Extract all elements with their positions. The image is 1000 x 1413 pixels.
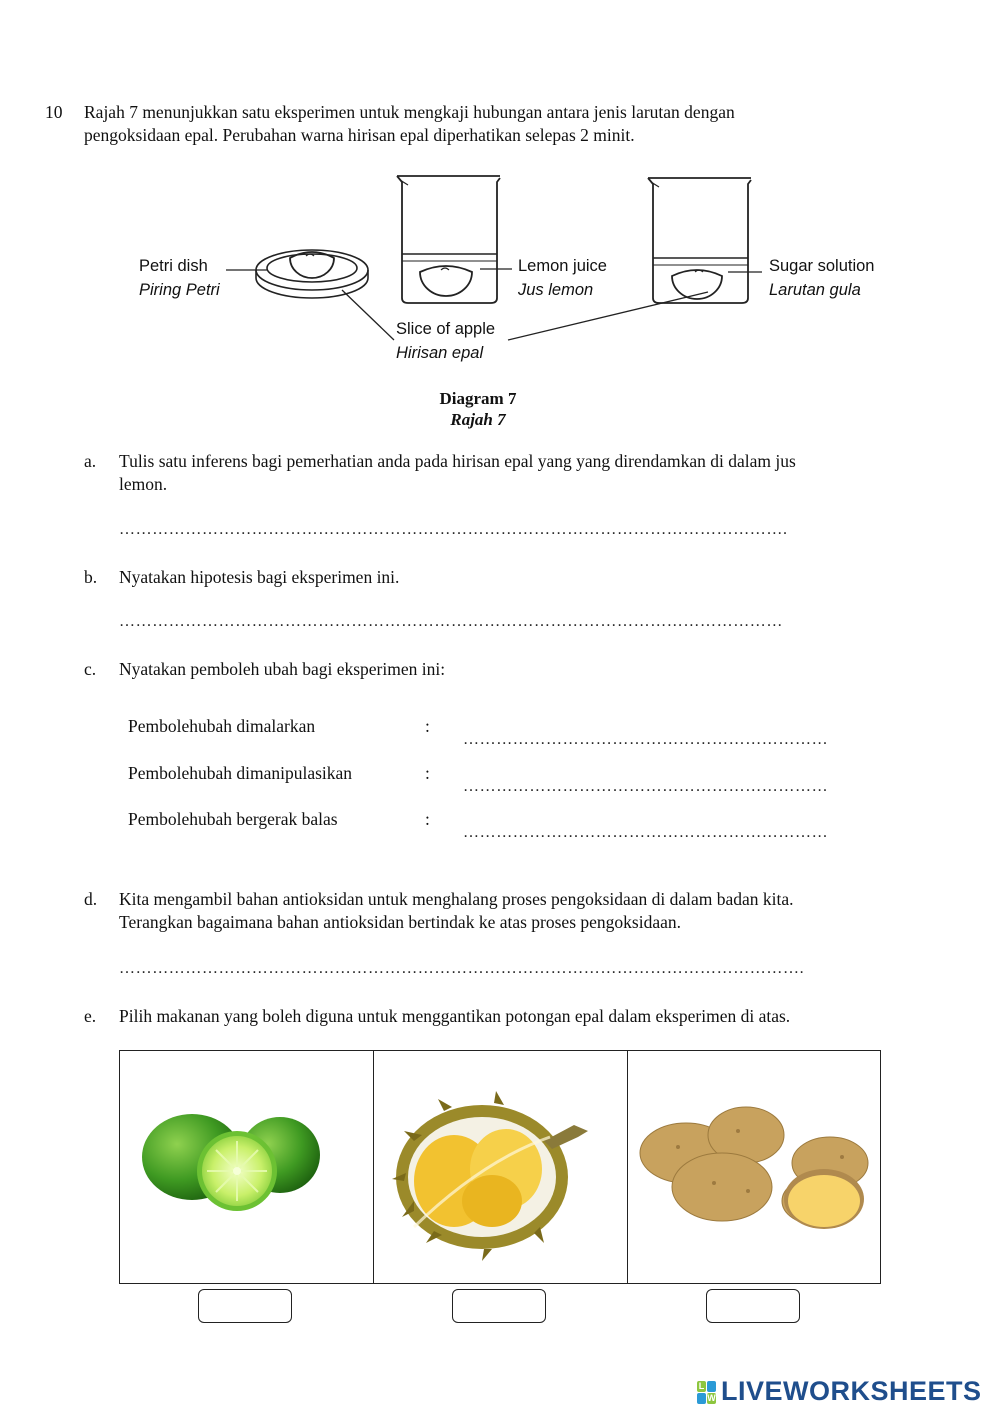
- part-a-letter: a.: [84, 451, 97, 471]
- label-piring-petri: Piring Petri: [139, 281, 220, 299]
- liveworksheets-logo-icon: [697, 1381, 717, 1405]
- option-lime-cell: [119, 1050, 374, 1284]
- label-petri-dish: Petri dish: [139, 257, 208, 275]
- potato-image: [628, 1051, 880, 1283]
- part-d-question-line1: Kita mengambil bahan antioksidan untuk menghalang proses pengoksidaan di dalam badan kita.: [119, 889, 794, 909]
- part-b-letter: b.: [84, 567, 98, 587]
- variable-manipulated-answer[interactable]: …………………………………………………………: [463, 778, 829, 795]
- part-d-answer-line[interactable]: …………………………………………………………………………………………………………….: [119, 960, 805, 977]
- durian-image: [374, 1051, 627, 1283]
- liveworksheets-brand: LIVEWORKSHEETS: [721, 1376, 982, 1406]
- part-a-answer-line[interactable]: ………………………………………………………………………………………………………….: [119, 521, 788, 538]
- part-a-question-line1: Tulis satu inferens bagi pemerhatian anda pada hirisan epal yang yang direndamkan di dalam jus: [119, 451, 796, 471]
- label-lemon-juice: Lemon juice: [518, 257, 607, 275]
- part-a-question-line2: lemon.: [119, 474, 168, 494]
- answer-box-potato[interactable]: [706, 1289, 800, 1323]
- petri-dish-drawing: [256, 250, 368, 298]
- label-larutan-gula: Larutan gula: [769, 281, 861, 299]
- part-b-question: Nyatakan hipotesis bagi eksperimen ini.: [119, 567, 400, 587]
- variable-controlled-label: Pembolehubah dimalarkan: [128, 716, 316, 736]
- logo-badge-square-2: [697, 1393, 706, 1404]
- variable-controlled-answer[interactable]: …………………………………………………………: [463, 731, 829, 748]
- option-potato-cell: [627, 1050, 881, 1284]
- answer-box-lime[interactable]: [198, 1289, 292, 1323]
- label-hirisan-epal: Hirisan epal: [396, 344, 484, 362]
- option-durian-cell: [373, 1050, 628, 1284]
- variable-manipulated-label: Pembolehubah dimanipulasikan: [128, 763, 353, 783]
- label-sugar-solution: Sugar solution: [769, 257, 875, 275]
- variable-responding-label: Pembolehubah bergerak balas: [128, 809, 338, 829]
- diagram-caption: Diagram 7: [439, 389, 517, 408]
- variable-responding-colon: :: [425, 809, 430, 829]
- part-e-question: Pilih makanan yang boleh diguna untuk menggantikan potongan epal dalam eksperimen di atas.: [119, 1006, 791, 1026]
- answer-box-durian[interactable]: [452, 1289, 546, 1323]
- part-b-answer-line[interactable]: …………………………………………………………………………………………………………: [119, 613, 783, 630]
- logo-badge-w: W: [707, 1393, 716, 1403]
- label-slice-of-apple: Slice of apple: [396, 320, 496, 338]
- part-e-letter: e.: [84, 1006, 97, 1026]
- diagram-caption-malay: Rajah 7: [450, 410, 506, 429]
- question-number: 10: [45, 102, 63, 122]
- part-d-letter: d.: [84, 889, 98, 909]
- variable-controlled-colon: :: [425, 716, 430, 736]
- lime-image: [120, 1051, 373, 1283]
- logo-badge-square: [707, 1381, 716, 1392]
- variable-manipulated-colon: :: [425, 763, 430, 783]
- part-d-question-line2: Terangkan bagaimana bahan antioksidan bertindak ke atas proses pengoksidaan.: [119, 912, 681, 932]
- sugar-beaker-drawing: [648, 178, 751, 303]
- question-intro-line2: pengoksidaan epal. Perubahan warna hirisan epal diperhatikan selepas 2 minit.: [84, 125, 635, 145]
- variable-responding-answer[interactable]: …………………………………………………………: [463, 824, 829, 841]
- label-jus-lemon: Jus lemon: [518, 281, 594, 299]
- lemon-beaker-drawing: [397, 176, 500, 303]
- part-c-question: Nyatakan pemboleh ubah bagi eksperimen ini:: [119, 659, 446, 679]
- question-intro-line1: Rajah 7 menunjukkan satu eksperimen untuk mengkaji hubungan antara jenis larutan dengan: [84, 102, 735, 122]
- logo-badge-l: L: [698, 1381, 705, 1391]
- part-c-letter: c.: [84, 659, 97, 679]
